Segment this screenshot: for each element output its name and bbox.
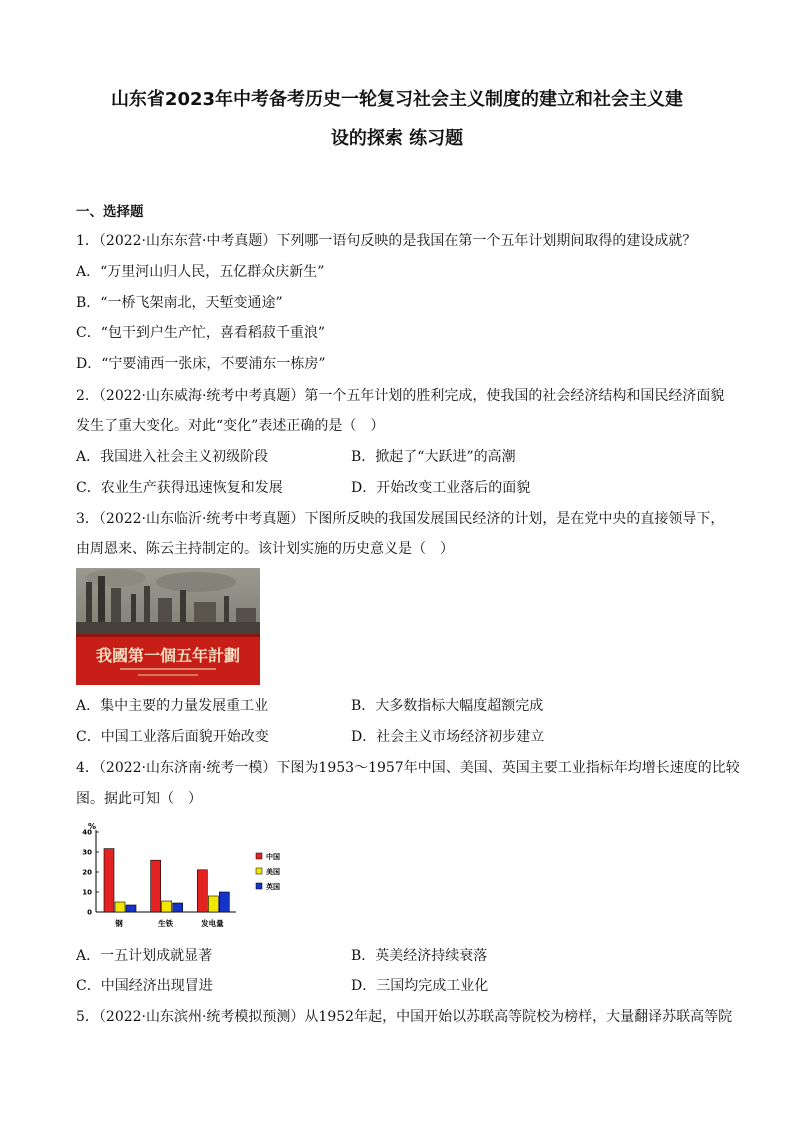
question-1-option-a: A．“万里河山归人民，五亿群众庆新生” — [76, 264, 325, 280]
question-3-option-c: C．中国工业落后面貌开始改变 — [76, 729, 269, 745]
bar — [126, 905, 136, 912]
y-tick-label: 10 — [82, 888, 92, 897]
page-title: 山东省2023年中考备考历史一轮复习社会主义制度的建立和社会主义建 — [110, 89, 684, 110]
question-4-option-b: B．英美经济持续衰落 — [351, 948, 488, 964]
category-label: 发电量 — [201, 919, 224, 928]
question-2-stem: 2．（2022·山东威海·统考中考真题）第一个五年计划的胜利完成，使我国的社会经济结构和国民经济面貌 — [76, 388, 725, 404]
question-2-option-c: C．农业生产获得迅速恢复和发展 — [76, 480, 283, 496]
bar — [104, 849, 114, 912]
bar-chart — [76, 820, 290, 935]
question-5-stem: 5．（2022·山东滨州·统考模拟预测）从1952年起，中国开始以苏联高等院校为榜样，大量翻译苏联高等院 — [76, 1009, 733, 1025]
question-4-option-c: C．中国经济出现冒进 — [76, 978, 213, 994]
y-axis-label: % — [88, 822, 97, 831]
question-3-option-d: D．社会主义市场经济初步建立 — [351, 729, 545, 745]
bar — [115, 902, 125, 912]
question-3-option-b: B．大多数指标大幅度超额完成 — [351, 698, 544, 714]
question-2-option-a: A．我国进入社会主义初级阶段 — [76, 449, 269, 465]
question-4-stem: 4．（2022·山东济南·统考一模）下图为1953～1957年中国、美国、英国主要工业指标年均增长速度的比较 — [76, 760, 740, 776]
industrial-growth-chart — [76, 820, 290, 935]
bar — [197, 870, 207, 912]
question-4-stem-continued: 图。据此可知（ ） — [76, 791, 202, 807]
question-3-stem: 3．（2022·山东临沂·统考中考真题）下图所反映的我国发展国民经济的计划，是在党中央的直接领导下， — [76, 511, 725, 527]
legend-label: 英国 — [266, 883, 280, 891]
legend-swatch — [256, 868, 262, 874]
poster-title: 我國第一個五年計劃 — [95, 646, 241, 665]
question-1-option-d: D．“宁要浦西一张床，不要浦东一栋房” — [76, 356, 326, 372]
category-label: 生铁 — [158, 919, 174, 928]
bar — [151, 860, 161, 912]
y-tick-label: 20 — [82, 868, 92, 877]
bar — [208, 896, 218, 912]
legend-label: 中国 — [266, 853, 280, 861]
five-year-plan-poster — [76, 568, 260, 685]
bar — [173, 903, 183, 912]
question-1-stem: 1．（2022·山东东营·中考真题）下列哪一语句反映的是我国在第一个五年计划期间取得的建设成就？ — [76, 233, 697, 249]
page-title-continued: 设的探索 练习题 — [330, 128, 464, 149]
question-2-stem-continued: 发生了重大变化。对此“变化”表述正确的是（ ） — [76, 418, 385, 434]
y-tick-label: 40 — [82, 828, 92, 837]
bar — [162, 901, 172, 912]
bar — [219, 892, 229, 912]
question-2-option-b: B．掀起了“大跃进”的高潮 — [351, 449, 516, 465]
legend-swatch — [256, 853, 262, 859]
question-1-option-c: C．“包干到户生产忙，喜看稻菽千重浪” — [76, 325, 326, 341]
y-tick-label: 0 — [87, 908, 92, 917]
y-tick-label: 30 — [82, 848, 92, 857]
question-2-option-d: D．开始改变工业落后的面貌 — [351, 480, 531, 496]
category-label: 钢 — [115, 919, 123, 928]
question-4-option-d: D．三国均完成工业化 — [351, 978, 489, 994]
legend-swatch — [256, 883, 262, 889]
question-1-option-b: B．“一桥飞架南北，天堑变通途” — [76, 295, 283, 311]
legend-label: 美国 — [266, 868, 280, 876]
question-3-stem-continued: 由周恩来、陈云主持制定的。该计划实施的历史意义是（ ） — [76, 541, 454, 557]
question-3-option-a: A．集中主要的力量发展重工业 — [76, 698, 269, 714]
question-4-option-a: A．一五计划成就显著 — [76, 948, 213, 964]
section-heading: 一、选择题 — [76, 204, 144, 220]
poster-image — [76, 568, 260, 685]
